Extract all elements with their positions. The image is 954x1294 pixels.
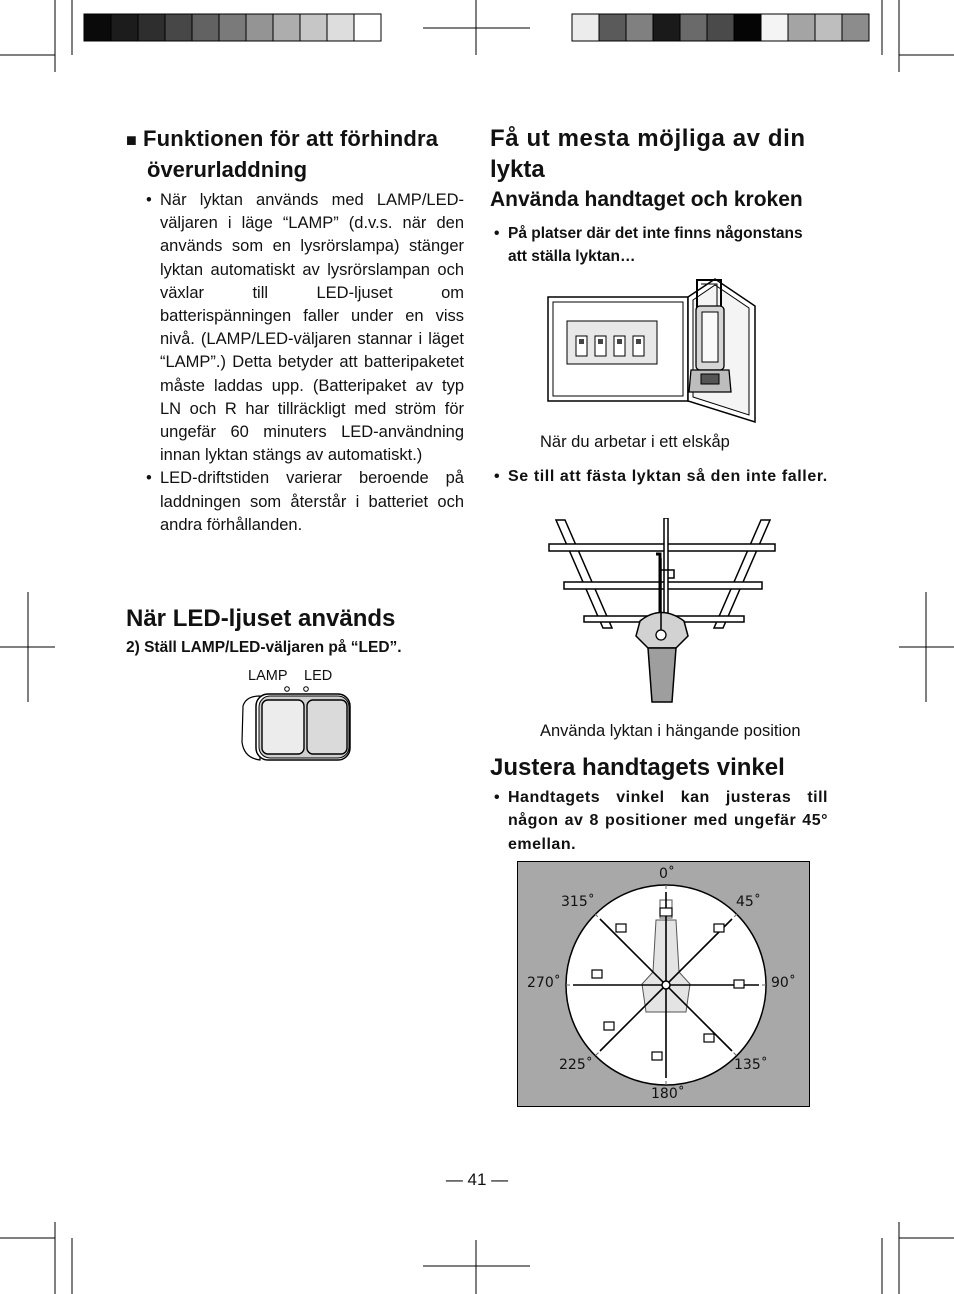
angle-label-45: 45˚	[736, 894, 761, 910]
overcharge-title	[126, 124, 464, 155]
overcharge-bullet-2: LED-driftstiden varierar beroende på laddningen som återstår i batteriet och andra förhållanden.	[160, 469, 464, 534]
bullet-icon: •	[146, 469, 152, 488]
hanging-lantern-illustration	[548, 518, 778, 708]
handle-bullet-2	[490, 465, 828, 488]
handle-angle-diagram	[517, 861, 810, 1107]
handle-bullet-1-line1: På platser där det inte finns någonstans	[508, 225, 803, 242]
page-number: — 41 —	[445, 1170, 509, 1189]
overcharge-bullet-1: När lyktan används med LAMP/LED-väljaren i läge “LAMP” (d.v.s. när den används som en lysrörslampa) stänger lyktan automatiskt av lysrörslampan och växlar till LED-ljuset om batterispänningen faller under en viss nivå. (LAMP/LED-väljaren stannar i läget “LAMP”.) Detta betyder att batteripaketet måste laddas upp. (Batteripaket av typ LN och R har tillräckligt med ström för ungefär 60 minuters LED-användning innan lyktan stängs av automatiskt.)	[160, 191, 464, 465]
angle-section-title: Justera handtagets vinkel	[490, 754, 785, 781]
angle-label-270: 270˚	[527, 975, 561, 991]
list-item	[126, 189, 464, 467]
angle-label-315: 315˚	[561, 894, 595, 910]
caption-hanging: Använda lyktan i hängande position	[540, 722, 801, 740]
electrical-cabinet-illustration	[545, 276, 760, 426]
gray-scale-bar-left	[84, 14, 381, 41]
bullet-icon: •	[494, 225, 500, 242]
led-section-title: När LED-ljuset används	[126, 605, 396, 632]
handle-bullet-2-text: Se till att fästa lyktan så den inte faller.	[508, 468, 828, 485]
lamp-led-switch-illustration	[238, 684, 354, 764]
handle-section-title: Använda handtaget och kroken	[490, 188, 803, 211]
bullet-icon: •	[494, 789, 500, 806]
angle-label-0: 0˚	[659, 866, 675, 882]
angle-bullet	[490, 786, 828, 856]
caption-cabinet: När du arbetar i ett elskåp	[540, 433, 730, 451]
gray-scale-bar-right	[572, 14, 869, 41]
square-bullet-icon: ■	[126, 130, 137, 150]
main-title-line1: Få ut mesta möjliga av din	[490, 125, 806, 152]
angle-label-90: 90˚	[771, 975, 796, 991]
angle-label-180: 180˚	[651, 1086, 685, 1102]
angle-label-135: 135˚	[734, 1057, 768, 1073]
overcharge-section	[126, 124, 464, 537]
angle-label-225: 225˚	[559, 1057, 593, 1073]
handle-bullet-1	[490, 222, 830, 268]
main-title-line2: lykta	[490, 156, 545, 183]
led-step: 2) Ställ LAMP/LED-väljaren på “LED”.	[126, 639, 402, 656]
switch-label-lamp: LAMP	[248, 668, 288, 684]
switch-label-led: LED	[304, 668, 333, 684]
overcharge-bullets	[126, 189, 464, 537]
handle-bullet-1-line2: att ställa lyktan…	[508, 248, 636, 265]
angle-bullet-text: Handtagets vinkel kan justeras till någon av 8 positioner med ungefär 45° emellan.	[508, 789, 828, 853]
overcharge-title-line1: Funktionen för att förhindra	[143, 126, 439, 151]
bullet-icon: •	[494, 468, 500, 485]
list-item	[126, 467, 464, 537]
overcharge-title-line2: överurladdning	[147, 157, 308, 182]
bullet-icon: •	[146, 191, 152, 209]
